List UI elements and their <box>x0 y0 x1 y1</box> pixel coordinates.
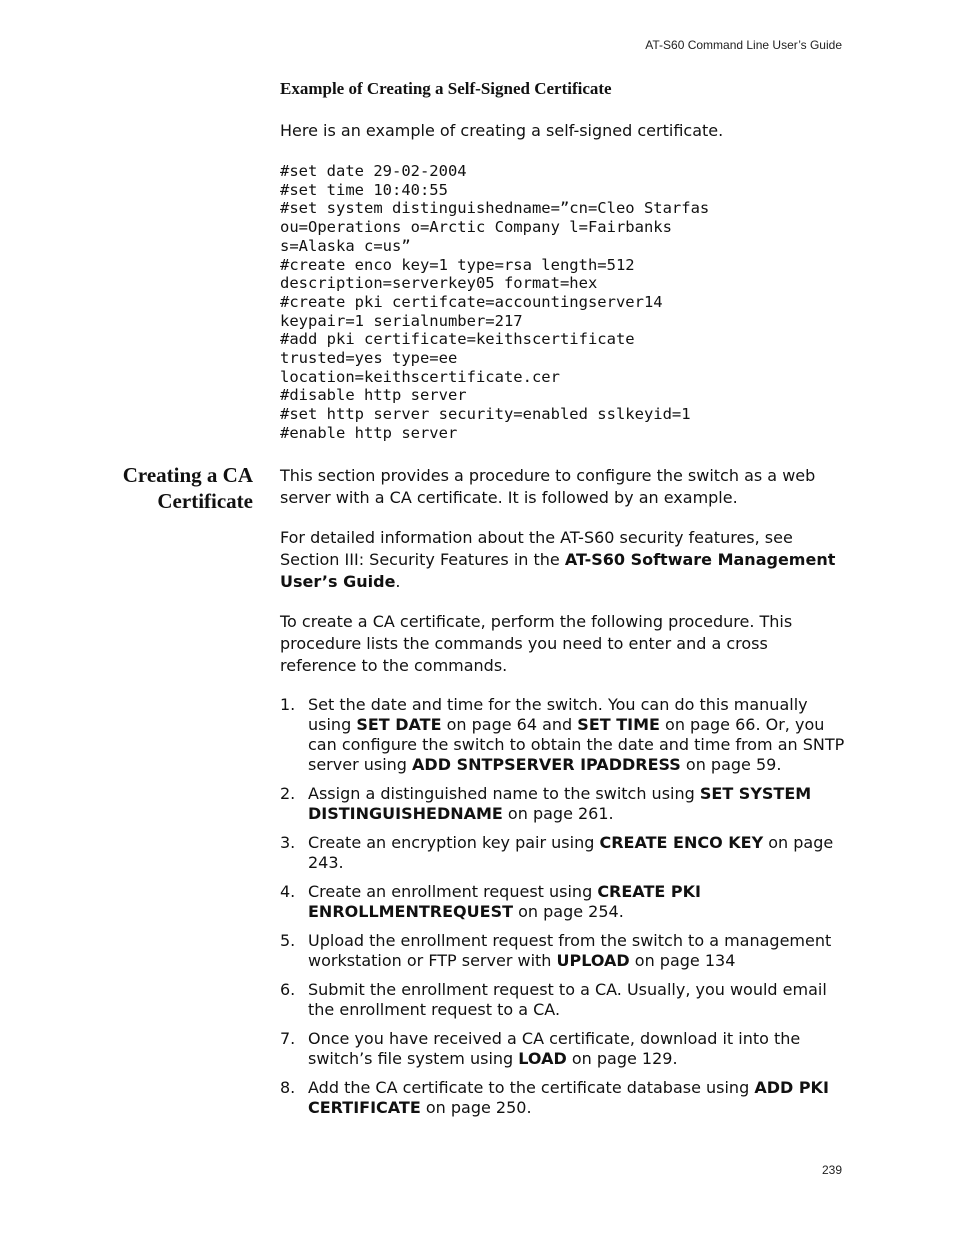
section-heading-line2: Certificate <box>157 489 253 513</box>
example-heading: Example of Creating a Self-Signed Certificate <box>280 79 612 98</box>
list-item <box>280 1078 845 1118</box>
step-text: on page 59. <box>680 755 782 774</box>
step-text: Create an encryption key pair using <box>308 833 600 852</box>
step-number: 1. <box>280 695 296 714</box>
paragraph-text: . <box>395 572 401 591</box>
section-heading-line1: Creating a CA <box>122 463 253 487</box>
code-example: #set date 29-02-2004 #set time 10:40:55 #set system distinguishedname=”cn=Cleo Starfas ou=Operations o=Arctic Company l=Fairbanks s=Alaska c=us” #create enco key=1 type=rsa length=512 description=serverkey05 format=hex #create pki certifcate=accountingserver14 keypair=1 serialnumber=217 #add pki certificate=keithscertificate trusted=yes type=ee location=keithscertificate.cer #disable http server #set http server security=enabled sslkeyid=1 #enable http server <box>280 162 710 442</box>
step-number: 6. <box>280 980 296 999</box>
step-number: 8. <box>280 1078 296 1097</box>
step-text: Create an enrollment request using <box>308 882 598 901</box>
procedure-steps <box>280 695 845 1118</box>
step-text: Add the CA certificate to the certificate database using <box>308 1078 755 1097</box>
list-item <box>280 833 845 873</box>
section-heading <box>60 462 253 514</box>
list-item <box>280 1029 845 1069</box>
command-reference: UPLOAD <box>556 951 630 970</box>
step-text: Upload the enrollment request from the switch to a management workstation or FTP server with <box>308 931 832 970</box>
section-paragraph-1: This section provides a procedure to configure the switch as a web server with a CA certificate. It is followed by an example. <box>280 466 816 507</box>
example-intro: Here is an example of creating a self-signed certificate. <box>280 121 724 140</box>
list-item <box>280 784 845 824</box>
paragraph-text: For detailed information about the AT-S60 security features, see Section III: Security Features in the <box>280 528 793 569</box>
command-reference: SET DATE <box>356 715 442 734</box>
step-text: Submit the enrollment request to a CA. Usually, you would email the enrollment request to a CA. <box>308 980 827 1019</box>
page-number: 239 <box>821 1163 842 1177</box>
command-reference: ADD PKI CERTIFICATE <box>308 1078 829 1117</box>
step-number: 2. <box>280 784 296 803</box>
command-reference: LOAD <box>518 1049 567 1068</box>
step-text: on page 254. <box>513 902 624 921</box>
step-text: on page 134 <box>629 951 736 970</box>
command-reference: SET SYSTEM DISTINGUISHEDNAME <box>308 784 812 823</box>
step-text: on page 66. Or, you can configure the switch to obtain the date and time from an SNTP server using <box>308 715 845 774</box>
command-reference: SET TIME <box>577 715 660 734</box>
step-text: on page 129. <box>566 1049 678 1068</box>
list-item <box>280 980 845 1020</box>
list-item <box>280 882 845 922</box>
step-text: Once you have received a CA certificate, download it into the switch’s file system using <box>308 1029 801 1068</box>
section-paragraph-3: To create a CA certificate, perform the following procedure. This procedure lists the commands you need to enter and a cross reference to the commands. <box>280 612 793 675</box>
guide-reference: AT-S60 Software Management User’s Guide <box>280 550 836 591</box>
step-text: on page 261. <box>502 804 614 823</box>
step-number: 4. <box>280 882 296 901</box>
step-text: on page 64 and <box>441 715 578 734</box>
section-body <box>280 465 845 1127</box>
step-number: 5. <box>280 931 296 950</box>
list-item <box>280 695 845 775</box>
list-item <box>280 931 845 971</box>
running-header: AT-S60 Command Line User’s Guide <box>645 38 842 52</box>
command-reference: CREATE ENCO KEY <box>599 833 764 852</box>
step-text: on page 250. <box>420 1098 532 1117</box>
step-number: 7. <box>280 1029 296 1048</box>
section-paragraph-2 <box>280 527 845 593</box>
step-text: Set the date and time for the switch. You can do this manually using <box>308 695 808 734</box>
step-number: 3. <box>280 833 296 852</box>
step-text: Assign a distinguished name to the switch using <box>308 784 700 803</box>
command-reference: ADD SNTPSERVER IPADDRESS <box>412 755 681 774</box>
command-reference: CREATE PKI ENROLLMENTREQUEST <box>308 882 701 921</box>
step-text: on page 243. <box>308 833 834 872</box>
